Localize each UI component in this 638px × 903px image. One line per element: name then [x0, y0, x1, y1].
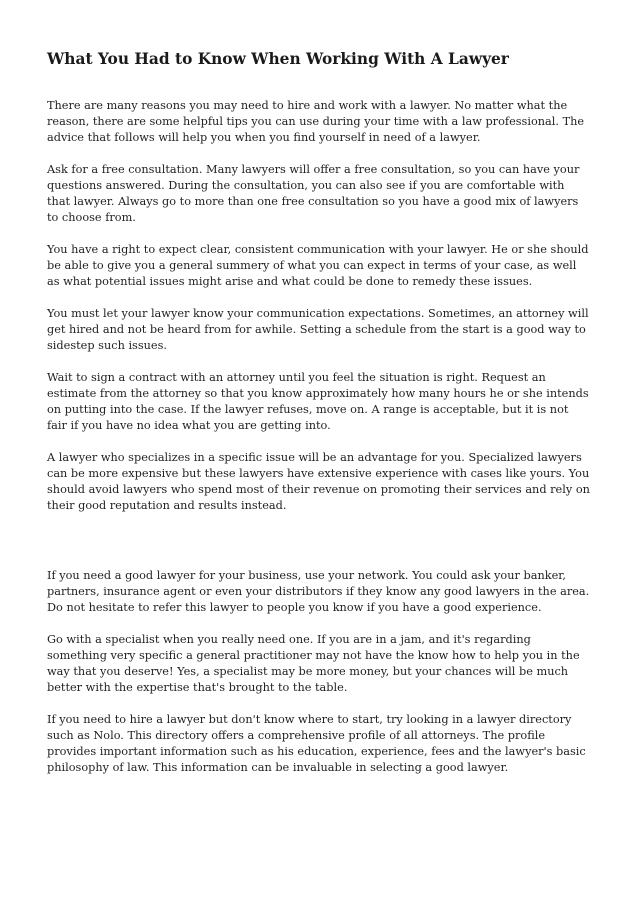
- document-title: What You Had to Know When Working With A Lawyer: [47, 50, 509, 68]
- paragraph-intro: There are many reasons you may need to hire and work with a lawyer. No matter what the reason, there are some helpful tips you can use during your time with a law professional. The advice that follows will help you when you find yourself in need of a lawyer.: [47, 99, 585, 144]
- paragraph-expectations: You must let your lawyer know your communication expectations. Sometimes, an attorney will get hired and not be heard from for awhile. Setting a schedule from the start is a good way to sidestep such issues.: [47, 307, 589, 352]
- paragraph-directory: If you need to hire a lawyer but don't know where to start, try looking in a lawyer directory such as Nolo. This directory offers a comprehensive profile of all attorneys. The profile provides important information such as his education, experience, fees and the lawyer's basic philosophy of law. This information can be invaluable in selecting a good lawyer.: [47, 713, 586, 774]
- paragraph-contract: Wait to sign a contract with an attorney until you feel the situation is right. Request an estimate from the attorney so that you know approximately how many hours he or she intends on putting into the case. If the lawyer refuses, move on. A range is acceptable, but it is not fair if you have no idea what you are getting into.: [47, 371, 589, 432]
- paragraph-specialized: A lawyer who specializes in a specific issue will be an advantage for you. Specialized lawyers can be more expensive but these lawyers have extensive experience with cases like yours. You should avoid lawyers who spend most of their revenue on promoting their services and rely on their good reputation and results instead.: [47, 451, 590, 512]
- paragraph-free-consultation: Ask for a free consultation. Many lawyers will offer a free consultation, so you can have your questions answered. During the consultation, you can also see if you are comfortable with that lawyer. Always go to more than one free consultation so you have a good mix of lawyers to choose from.: [47, 163, 580, 224]
- blank-gap: [47, 530, 591, 568]
- paragraph-specialist: Go with a specialist when you really need one. If you are in a jam, and it's regarding something very specific a general practitioner may not have the know how to help you in the way that you deserve! Yes, a specialist may be more money, but your chances will be much better with the expertise that's brought to the table.: [47, 633, 580, 694]
- paragraph-communication: You have a right to expect clear, consistent communication with your lawyer. He or she should be able to give you a general summery of what you can expect in terms of your case, as well as what potential issues might arise and what could be done to remedy these issues.: [47, 243, 589, 288]
- document-page: [47, 48, 591, 792]
- paragraph-network: If you need a good lawyer for your business, use your network. You could ask your banker, partners, insurance agent or even your distributors if they know any good lawyers in the area. Do not hesitate to refer this lawyer to people you know if you have a good experience.: [47, 569, 590, 614]
